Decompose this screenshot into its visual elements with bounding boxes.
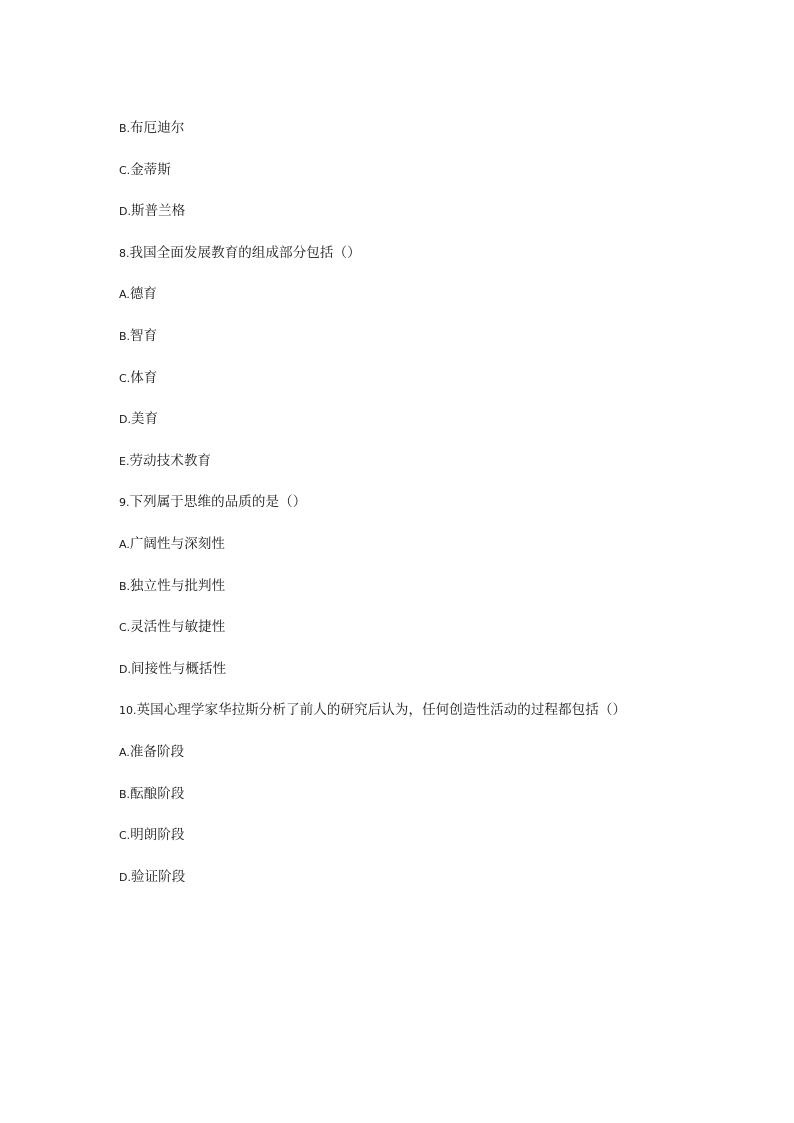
option-line	[119, 825, 759, 867]
option-text: 准备阶段	[129, 743, 185, 760]
question-number: 8.	[119, 246, 130, 260]
option-label: C.	[119, 163, 131, 177]
option-label: A.	[119, 745, 130, 759]
question-number: 9.	[119, 496, 130, 510]
question-text: 我国全面发展教育的组成部分包括（）	[129, 244, 361, 261]
option-text: 美育	[130, 411, 159, 428]
option-line	[119, 409, 759, 451]
option-line	[119, 784, 759, 826]
option-line	[119, 659, 759, 701]
option-label: A.	[119, 537, 130, 551]
option-line	[119, 617, 759, 659]
question-list	[119, 118, 759, 908]
option-label: C.	[119, 829, 131, 843]
option-line	[119, 201, 759, 243]
option-text: 明朗阶段	[130, 827, 185, 844]
question-line	[119, 492, 759, 534]
option-label: D.	[119, 870, 131, 884]
option-label: B.	[119, 329, 131, 343]
option-line	[119, 326, 759, 368]
option-line	[119, 284, 759, 326]
option-text: 酝酿阶段	[130, 785, 185, 802]
option-line	[119, 534, 759, 576]
option-text: 独立性与批判性	[130, 577, 226, 594]
option-line	[119, 451, 759, 493]
option-text: 间接性与概括性	[130, 660, 227, 677]
option-label: D.	[119, 205, 131, 219]
question-text: 下列属于思维的品质的是（）	[129, 494, 307, 511]
option-line	[119, 368, 759, 410]
option-label: B.	[119, 787, 131, 801]
option-text: 灵活性与敏捷性	[130, 619, 226, 636]
option-text: 德育	[129, 286, 158, 303]
option-text: 劳动技术教育	[129, 452, 212, 469]
option-label: D.	[119, 413, 131, 427]
option-text: 金蒂斯	[130, 161, 171, 178]
option-label: B.	[119, 579, 131, 593]
option-line	[119, 867, 759, 909]
option-label: C.	[119, 371, 131, 385]
option-text: 广阔性与深刻性	[129, 535, 226, 552]
option-text: 斯普兰格	[130, 203, 186, 220]
option-label: C.	[119, 621, 131, 635]
option-label: E.	[119, 454, 130, 468]
option-text: 布厄迪尔	[130, 120, 185, 136]
option-line	[119, 160, 759, 202]
question-number: 10.	[119, 704, 137, 718]
option-text: 体育	[130, 369, 158, 386]
option-line	[119, 742, 759, 784]
option-line	[119, 576, 759, 618]
option-label: A.	[119, 288, 130, 302]
option-line	[119, 118, 759, 160]
option-label: D.	[119, 662, 131, 676]
question-line	[119, 243, 759, 285]
option-text: 智育	[130, 327, 158, 344]
question-line	[119, 700, 759, 742]
question-text: 英国心理学家华拉斯分析了前人的研究后认为，任何创造性活动的过程都包括（）	[136, 702, 627, 719]
option-text: 验证阶段	[130, 868, 186, 885]
option-label: B.	[119, 122, 131, 135]
